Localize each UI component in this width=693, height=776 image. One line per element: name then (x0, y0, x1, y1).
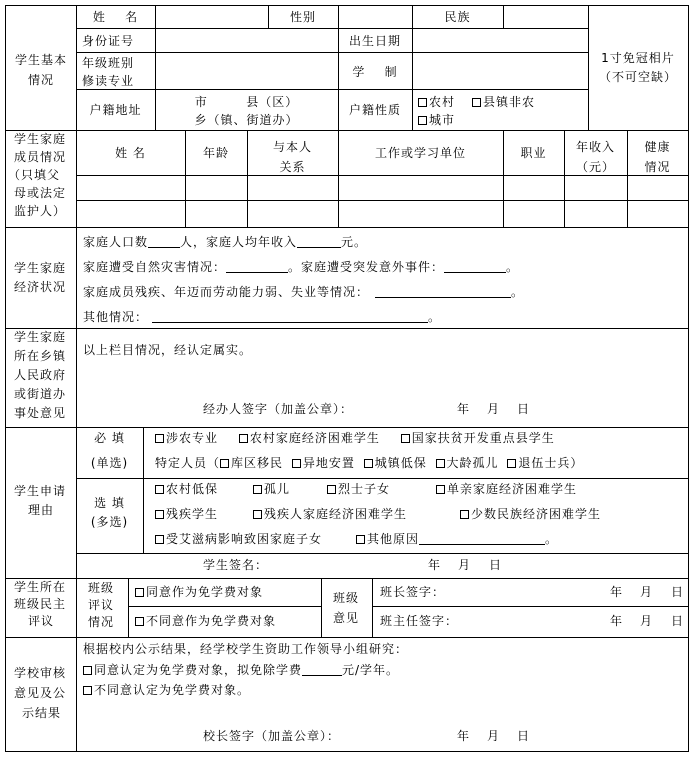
grade-label: 年级班别 (82, 56, 135, 70)
township-month: 月 (487, 402, 501, 416)
checkbox[interactable] (460, 510, 469, 519)
option-aids-affected[interactable]: 受艾滋病影响致困家庭子女 (155, 533, 322, 545)
option-school-agree[interactable]: 同意认定为免学费对象，拟免除学费 元/学年。 (83, 664, 399, 676)
option-class-agree[interactable]: 同意作为免学费对象 (135, 586, 263, 598)
teacher-sign-day: 日 (671, 614, 685, 628)
economic-line-2: 家庭遭受自然灾害情况： 。家庭遭受突发意外事件： 。 (83, 260, 520, 274)
header-name: 姓 名 (115, 146, 146, 160)
section-label-school-review: 学校审核 意见及公 示结果 (14, 666, 67, 720)
per-capita-income-input[interactable] (297, 236, 341, 248)
township-signature-label: 经办人签字（加盖公章）： (203, 402, 354, 416)
checkbox[interactable] (135, 588, 144, 597)
option-agriculture-major[interactable]: 涉农专业 (155, 431, 218, 445)
checkbox[interactable] (155, 485, 164, 494)
photo-box[interactable] (589, 6, 688, 130)
hukou-option-city[interactable]: 城市 (418, 114, 455, 126)
optional-sub-label: (多选) (90, 515, 129, 529)
accident-input[interactable] (444, 261, 506, 273)
required-row-2: 特定人员（ 库区移民 异地安置 城镇低保 大龄孤儿 退伍士兵） (155, 456, 584, 470)
option-martyr-child[interactable]: 烈士子女 (327, 483, 390, 495)
hukou-type-label: 户籍性质 (348, 103, 401, 117)
divider (76, 5, 77, 752)
id-field[interactable] (156, 29, 337, 52)
photo-placeholder-line1: 1寸免冠相片 (601, 51, 675, 65)
option-school-disagree[interactable]: 不同意认定为免学费对象。 (83, 684, 250, 696)
name-label: 姓 名 (92, 10, 139, 24)
student-signature-label: 学生签名： (203, 558, 269, 572)
checkbox[interactable] (155, 434, 164, 443)
tuition-waiver-amount-input[interactable] (302, 664, 342, 676)
ethnicity-label: 民族 (444, 10, 471, 24)
birth-label: 出生日期 (348, 34, 401, 48)
township-statement: 以上栏目情况，经认定属实。 (83, 343, 253, 357)
checkbox[interactable] (418, 98, 427, 107)
school-review-intro: 根据校内公示结果，经学校学生资助工作领导小组研究： (83, 642, 409, 656)
checkbox[interactable] (418, 116, 427, 125)
principal-sign-day: 日 (517, 729, 531, 743)
section-label-basic-info: 学生基本情况 (14, 53, 67, 87)
monitor-sign-year: 年 (610, 585, 624, 599)
checkbox[interactable] (364, 459, 373, 468)
household-size-input[interactable] (148, 236, 180, 248)
divider (5, 427, 689, 428)
name-field[interactable] (156, 6, 267, 28)
monitor-sign-day: 日 (671, 585, 685, 599)
principal-signature-label: 校长签字（加盖公章）： (203, 729, 341, 743)
other-situation-input[interactable] (152, 311, 428, 323)
option-reservoir-migrant[interactable]: 库区移民 (220, 456, 283, 470)
checkbox[interactable] (83, 686, 92, 695)
gender-label: 性别 (289, 10, 316, 24)
checkbox[interactable] (239, 434, 248, 443)
grade-major-field[interactable] (156, 53, 337, 89)
option-orphan[interactable]: 孤儿 (253, 483, 290, 495)
divider (321, 578, 322, 637)
checkbox[interactable] (155, 535, 164, 544)
id-label: 身份证号 (82, 34, 135, 48)
teacher-sign-month: 月 (640, 614, 654, 628)
address-line2: 乡（镇、街道办） (194, 113, 299, 127)
schooling-field[interactable] (413, 53, 587, 89)
divider (372, 606, 689, 607)
photo-placeholder-line2: （不可空缺） (598, 70, 677, 84)
address-line1: 市 县（区） (194, 95, 299, 109)
header-relation: 与本人 关系 (272, 140, 312, 174)
divider (128, 578, 129, 637)
section-label-township: 学生家庭 所在乡镇 人民政府 或街道办 事处意见 (14, 330, 67, 420)
hukou-option-county[interactable]: 县镇非农 (472, 96, 535, 108)
township-year: 年 (457, 402, 471, 416)
disaster-input[interactable] (226, 261, 288, 273)
checkbox[interactable] (507, 459, 516, 468)
header-health: 健康 情况 (644, 140, 671, 174)
checkbox[interactable] (292, 459, 301, 468)
section-label-reasons: 学生申请 理由 (14, 484, 67, 517)
checkbox[interactable] (253, 510, 262, 519)
option-older-orphan[interactable]: 大龄孤儿 (436, 456, 499, 470)
economic-line-3: 家庭成员残疾、年迈而劳动能力弱、失业等情况： 。 (83, 285, 525, 299)
table-row[interactable] (77, 201, 688, 227)
option-disabled-student[interactable]: 残疾学生 (155, 508, 218, 520)
divider (76, 478, 689, 479)
student-sign-month: 月 (458, 558, 472, 572)
option-rural-poor-student[interactable]: 农村家庭经济困难学生 (239, 431, 380, 445)
required-row-1 (155, 432, 555, 444)
monitor-sign-month: 月 (640, 585, 654, 599)
divider (5, 637, 689, 638)
option-disabled-family[interactable]: 残疾人家庭经济困难学生 (253, 508, 407, 520)
class-review-sub-label: 班级 评议 情况 (88, 581, 115, 629)
teacher-signature-label: 班主任签字： (380, 614, 459, 628)
section-label-economic: 学生家庭 经济状况 (14, 261, 67, 294)
checkbox[interactable] (253, 485, 262, 494)
checkbox[interactable] (436, 459, 445, 468)
option-poverty-county-student[interactable]: 国家扶贫开发重点县学生 (401, 431, 555, 445)
option-rural-subsistence[interactable]: 农村低保 (155, 482, 218, 496)
monitor-signature-label: 班长签字： (380, 585, 446, 599)
required-sub-label: (单选) (90, 456, 129, 470)
teacher-sign-year: 年 (610, 614, 624, 628)
student-sign-day: 日 (489, 558, 503, 572)
other-reason-input[interactable] (419, 533, 545, 545)
form-table (5, 5, 689, 752)
option-urban-subsistence[interactable]: 城镇低保 (364, 456, 427, 470)
economic-line-1: 家庭人口数 人，家庭人均年收入 元。 (83, 235, 368, 249)
student-sign-year: 年 (428, 558, 442, 572)
divider (5, 227, 689, 228)
hukou-option-rural[interactable]: 农村 (418, 96, 455, 108)
disability-input[interactable] (375, 286, 511, 298)
checkbox[interactable] (220, 459, 229, 468)
checkbox[interactable] (436, 485, 445, 494)
ethnicity-field[interactable] (504, 6, 587, 28)
schooling-label: 学 制 (352, 65, 398, 79)
divider (5, 578, 689, 579)
optional-label: 选 填 (94, 496, 125, 510)
checkbox[interactable] (327, 485, 336, 494)
section-label-class-review: 学生所在 班级民主 评议 (14, 580, 67, 628)
header-age: 年龄 (202, 146, 229, 160)
option-single-parent[interactable]: 单亲家庭经济困难学生 (436, 483, 577, 495)
optional-row-1 (155, 483, 218, 495)
major-label: 修读专业 (82, 74, 135, 88)
principal-sign-year: 年 (457, 729, 471, 743)
divider (76, 89, 588, 90)
divider (5, 130, 689, 131)
header-workplace: 工作或学习单位 (374, 146, 466, 160)
checkbox[interactable] (155, 510, 164, 519)
checkbox[interactable] (135, 617, 144, 626)
option-other-reason[interactable]: 其他原因 。 (356, 533, 558, 545)
option-class-disagree[interactable]: 不同意作为免学费对象 (135, 615, 276, 627)
divider (128, 606, 321, 607)
class-opinion-label: 班级 意见 (333, 591, 360, 625)
checkbox[interactable] (356, 535, 365, 544)
gender-field[interactable] (339, 6, 411, 28)
birth-field[interactable] (413, 29, 587, 52)
header-occupation: 职业 (520, 146, 547, 160)
address-label: 户籍地址 (89, 103, 142, 117)
checkbox[interactable] (83, 666, 92, 675)
checkbox[interactable] (401, 434, 410, 443)
divider (76, 553, 689, 554)
option-relocation[interactable]: 异地安置 (292, 456, 355, 470)
divider (143, 427, 144, 553)
option-veteran[interactable]: 退伍士兵 (507, 456, 570, 470)
township-day: 日 (517, 402, 531, 416)
header-income: 年收入 （元） (575, 140, 615, 174)
table-row[interactable] (77, 176, 688, 200)
divider (5, 328, 689, 329)
required-label: 必 填 (94, 431, 125, 445)
section-label-family: 学生家庭 成员情况 （只填父 母或法定 监护人） (8, 132, 67, 218)
checkbox[interactable] (472, 98, 481, 107)
principal-sign-month: 月 (487, 729, 501, 743)
option-ethnic-minority[interactable]: 少数民族经济困难学生 (460, 508, 601, 520)
economic-line-4: 其他情况： 。 (83, 310, 442, 324)
